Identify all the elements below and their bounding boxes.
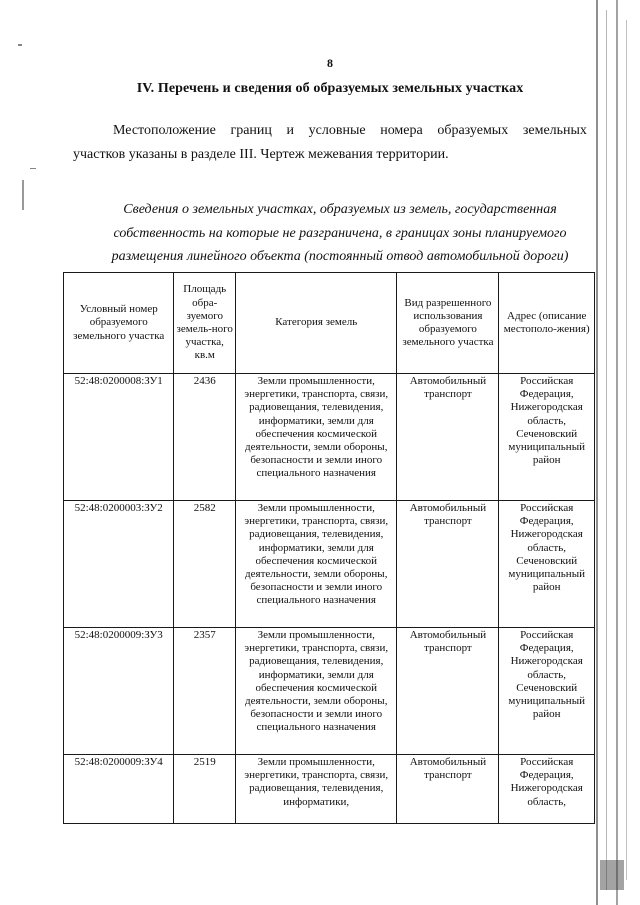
cell-land-category: Земли промышленности, энергетики, транспорта, связи, радиовещания, телевидения, информатики, земли для обеспечения космической деятельности, земли обороны, безопасности и земли иного специального назначения [236,501,397,628]
cell-permitted-use: Автомобильный транспорт [397,755,499,824]
scan-mark [600,860,624,890]
header-land-category: Категория земель [236,273,397,374]
table-header-row [64,273,595,374]
intro-word: Местоположение [113,123,216,138]
intro-line-1 [73,119,587,143]
cell-permitted-use: Автомобильный транспорт [397,501,499,628]
scan-mark [22,180,24,210]
scan-edge-line [606,10,607,890]
cell-address: Российская Федерация, Нижегородская область, Сеченовский муниципальный район [499,374,595,501]
intro-word: земельных [522,123,587,138]
intro-paragraph [73,119,587,167]
table-row [64,501,595,628]
section-title: IV. Перечень и сведения об образуемых земельных участках [136,81,524,96]
cell-plot-number: 52:48:0200003:ЗУ2 [64,501,174,628]
scan-edge-line [626,20,627,880]
page-number: 8 [327,56,333,70]
header-address: Адрес (описание местополо-жения) [499,273,595,374]
intro-word: образуемых [437,123,509,138]
intro-word: и [286,123,295,138]
intro-word: условные [308,123,366,138]
header-area: Площадь обра-зуемого земель-ного участка, кв.м [174,273,236,374]
scan-mark [30,168,36,169]
cell-permitted-use: Автомобильный транспорт [397,628,499,755]
intro-word: номера [380,123,423,138]
table-row [64,755,595,824]
cell-plot-number: 52:48:0200009:ЗУ4 [64,755,174,824]
cell-plot-number: 52:48:0200009:ЗУ3 [64,628,174,755]
cell-address: Российская Федерация, Нижегородская область, Сеченовский муниципальный район [499,628,595,755]
scan-edge-line [596,0,598,905]
cell-permitted-use: Автомобильный транспорт [397,374,499,501]
cell-area: 2519 [174,755,236,824]
caption-line: размещения линейного объекта (постоянный отвод автомобильной дороги) [111,249,569,264]
header-permitted-use: Вид разрешенного использования образуемого земельного участка [397,273,499,374]
cell-land-category: Земли промышленности, энергетики, транспорта, связи, радиовещания, телевидения, информатики, [236,755,397,824]
cell-land-category: Земли промышленности, энергетики, транспорта, связи, радиовещания, телевидения, информатики, земли для обеспечения космической деятельности, земли обороны, безопасности и земли иного специального назначения [236,628,397,755]
scan-edge-line [616,0,618,905]
cell-area: 2436 [174,374,236,501]
header-plot-number: Условный номер образуемого земельного участка [64,273,174,374]
cell-address: Российская Федерация, Нижегородская область, Сеченовский муниципальный район [499,501,595,628]
cell-area: 2582 [174,501,236,628]
cell-land-category: Земли промышленности, энергетики, транспорта, связи, радиовещания, телевидения, информатики, земли для обеспечения космической деятельности, земли обороны, безопасности и земли иного специального назначения [236,374,397,501]
table-row [64,628,595,755]
scan-mark [18,44,22,46]
cell-plot-number: 52:48:0200008:ЗУ1 [64,374,174,501]
caption-line: собственность на которые не разграничена, в границах зоны планируемого [113,225,567,241]
table-row [64,374,595,501]
caption-line: Сведения о земельных участках, образуемых из земель, государственная [123,202,557,217]
land-plots-table [63,272,595,824]
intro-line-2: участков указаны в разделе III. Чертеж межевания территории. [73,147,449,162]
intro-word: границ [230,123,272,138]
cell-address: Российская Федерация, Нижегородская область, [499,755,595,824]
table-caption [60,198,620,269]
cell-area: 2357 [174,628,236,755]
